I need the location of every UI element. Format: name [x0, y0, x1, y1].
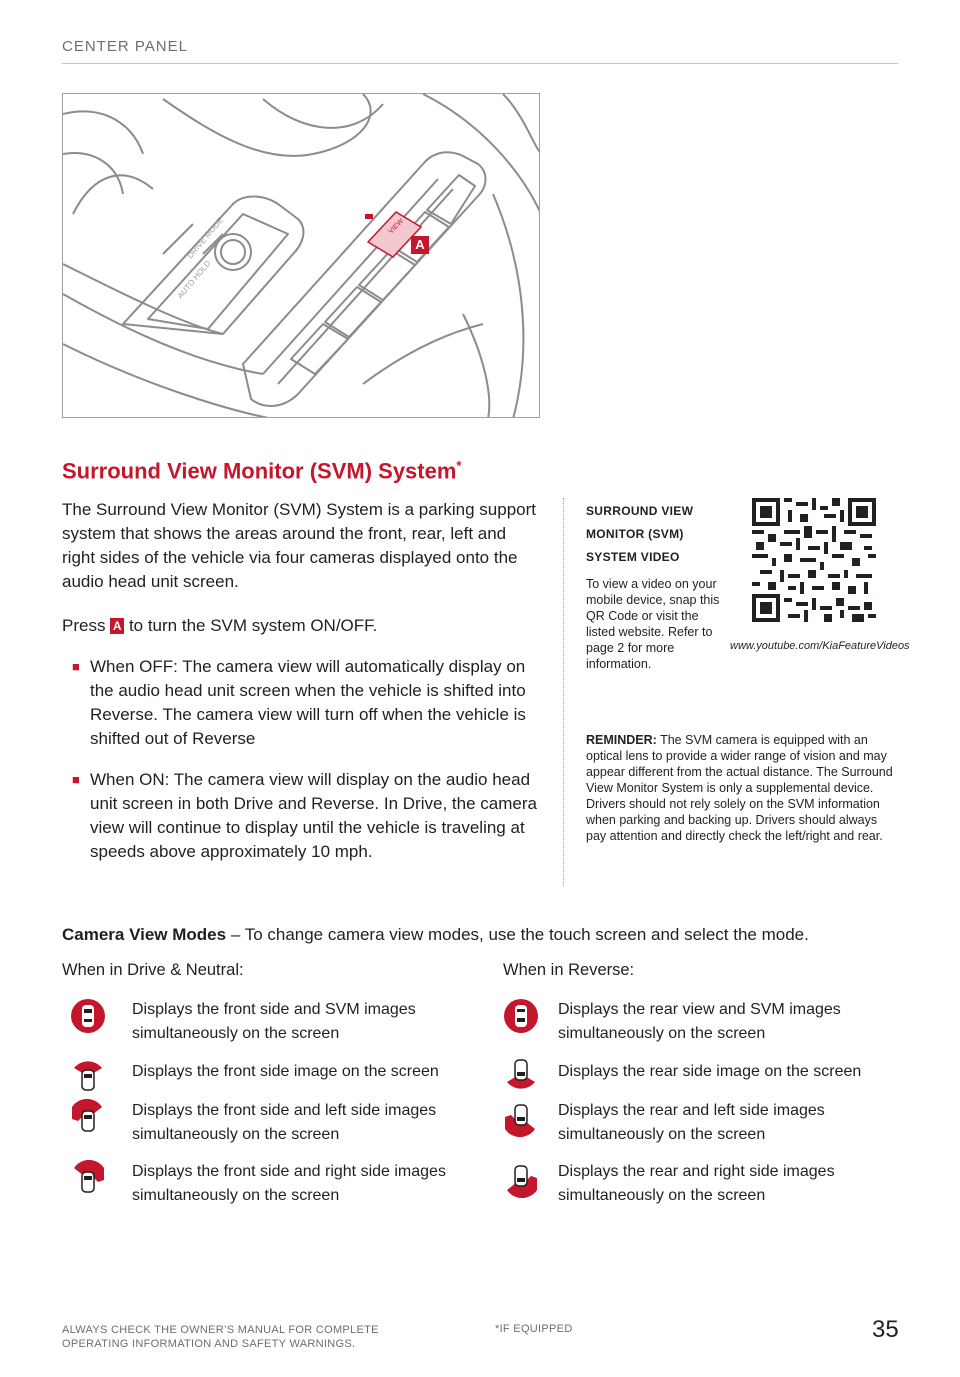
reverse-mode-text-3: Displays the rear and left side images simultaneously on the screen	[558, 1102, 825, 1143]
bullet-off-text: When OFF: The camera view will automatically display on the audio head unit screen when the vehicle is shifted into Reverse. The camera view will turn off when the vehicle is shifted out of Reverse	[90, 657, 526, 748]
car-rear-svm-icon	[503, 998, 539, 1034]
qr-description: To view a video on your mobile device, snap this QR Code or visit the listed website. Refer to page 2 for more information.	[586, 577, 720, 671]
qr-code-graphic	[752, 498, 876, 622]
reminder-note	[586, 732, 898, 844]
center-console-illustration	[62, 93, 540, 418]
car-front-svm-icon	[70, 998, 106, 1034]
press-pre: Press	[62, 616, 106, 635]
reminder-label: REMINDER:	[586, 733, 657, 747]
inline-callout-a: A	[110, 618, 124, 634]
press-post: to turn the SVM system ON/OFF.	[128, 616, 378, 635]
reverse-heading: When in Reverse:	[503, 961, 635, 979]
sidebar-divider	[563, 498, 564, 886]
drive-mode-text-4: Displays the front side and right side images simultaneously on the screen	[132, 1163, 446, 1204]
callout-a: A	[411, 236, 429, 254]
section-header: CENTER PANEL	[62, 38, 188, 55]
console-line-drawing	[63, 94, 540, 418]
footer-note-line-2: OPERATING INFORMATION AND SAFETY WARNINGS.	[62, 1338, 356, 1350]
drive-mode-text-3: Displays the front side and left side images simultaneously on the screen	[132, 1102, 437, 1143]
bullet-on	[72, 768, 542, 864]
bullet-square-icon: ■	[72, 772, 80, 787]
car-rear-left-view-icon	[503, 1101, 539, 1137]
car-front-view-icon	[70, 1058, 106, 1094]
car-front-right-view-icon	[70, 1160, 106, 1196]
car-rear-right-view-icon	[503, 1162, 539, 1198]
section-title	[62, 458, 461, 484]
if-equipped-mark: *	[456, 458, 462, 473]
bullet-on-text: When ON: The camera view will display on the audio head unit screen in both Drive and Reverse. In Drive, the camera view will continue to display until the vehicle is traveling at speeds above approximately 10 mph.	[90, 770, 537, 861]
page-number: 35	[872, 1316, 899, 1343]
reverse-mode-text-1: Displays the rear view and SVM images simultaneously on the screen	[558, 1001, 841, 1042]
car-front-left-view-icon	[70, 1099, 106, 1135]
qr-code[interactable]	[752, 498, 876, 622]
car-rear-view-icon	[503, 1056, 539, 1092]
video-url[interactable]: www.youtube.com/KiaFeatureVideos	[730, 640, 910, 652]
bullet-square-icon: ■	[72, 659, 80, 674]
camera-view-modes-heading	[62, 925, 809, 945]
drive-mode-text-1: Displays the front side and SVM images simultaneously on the screen	[132, 1001, 416, 1042]
bullet-off	[72, 655, 542, 751]
section-title-text: Surround View Monitor (SVM) System	[62, 458, 457, 484]
drive-neutral-heading: When in Drive & Neutral:	[62, 961, 244, 979]
auto-hold-label: AUTO HOLD	[175, 258, 213, 301]
press-instruction	[62, 614, 542, 638]
footer-if-equipped: *IF EQUIPPED	[495, 1323, 573, 1335]
reverse-mode-text-2: Displays the rear side image on the screen	[558, 1063, 862, 1080]
header-divider	[62, 63, 898, 64]
qr-title: SURROUND VIEW MONITOR (SVM) SYSTEM VIDEO	[586, 504, 694, 564]
intro-paragraph: The Surround View Monitor (SVM) System is a parking support system that shows the areas around the front, rear, left and right sides of the vehicle via four cameras displayed onto the audio head unit screen.	[62, 500, 536, 591]
footer-note-line-1: ALWAYS CHECK THE OWNER’S MANUAL FOR COMPLETE	[62, 1324, 379, 1336]
reverse-mode-text-4: Displays the rear and right side images simultaneously on the screen	[558, 1163, 835, 1204]
drive-mode-text-2: Displays the front side image on the screen	[132, 1063, 439, 1080]
modes-heading-bold: Camera View Modes	[62, 925, 227, 944]
view-button-label: VIEW	[387, 217, 406, 236]
drive-mode-label: DRIVE MODE	[185, 215, 226, 261]
reminder-text: The SVM camera is equipped with an optical lens to provide a wider range of vision and may appear different from the actual distance. The Surround View Monitor System is only a supplemental device. Drivers should not rely solely on the SVM information when parking and backing up. Drivers should always pay attention and directly check the left/right and rear.	[586, 733, 893, 843]
modes-heading-rest: – To change camera view modes, use the touch screen and select the mode.	[226, 925, 809, 944]
footer-safety-note	[62, 1323, 379, 1351]
